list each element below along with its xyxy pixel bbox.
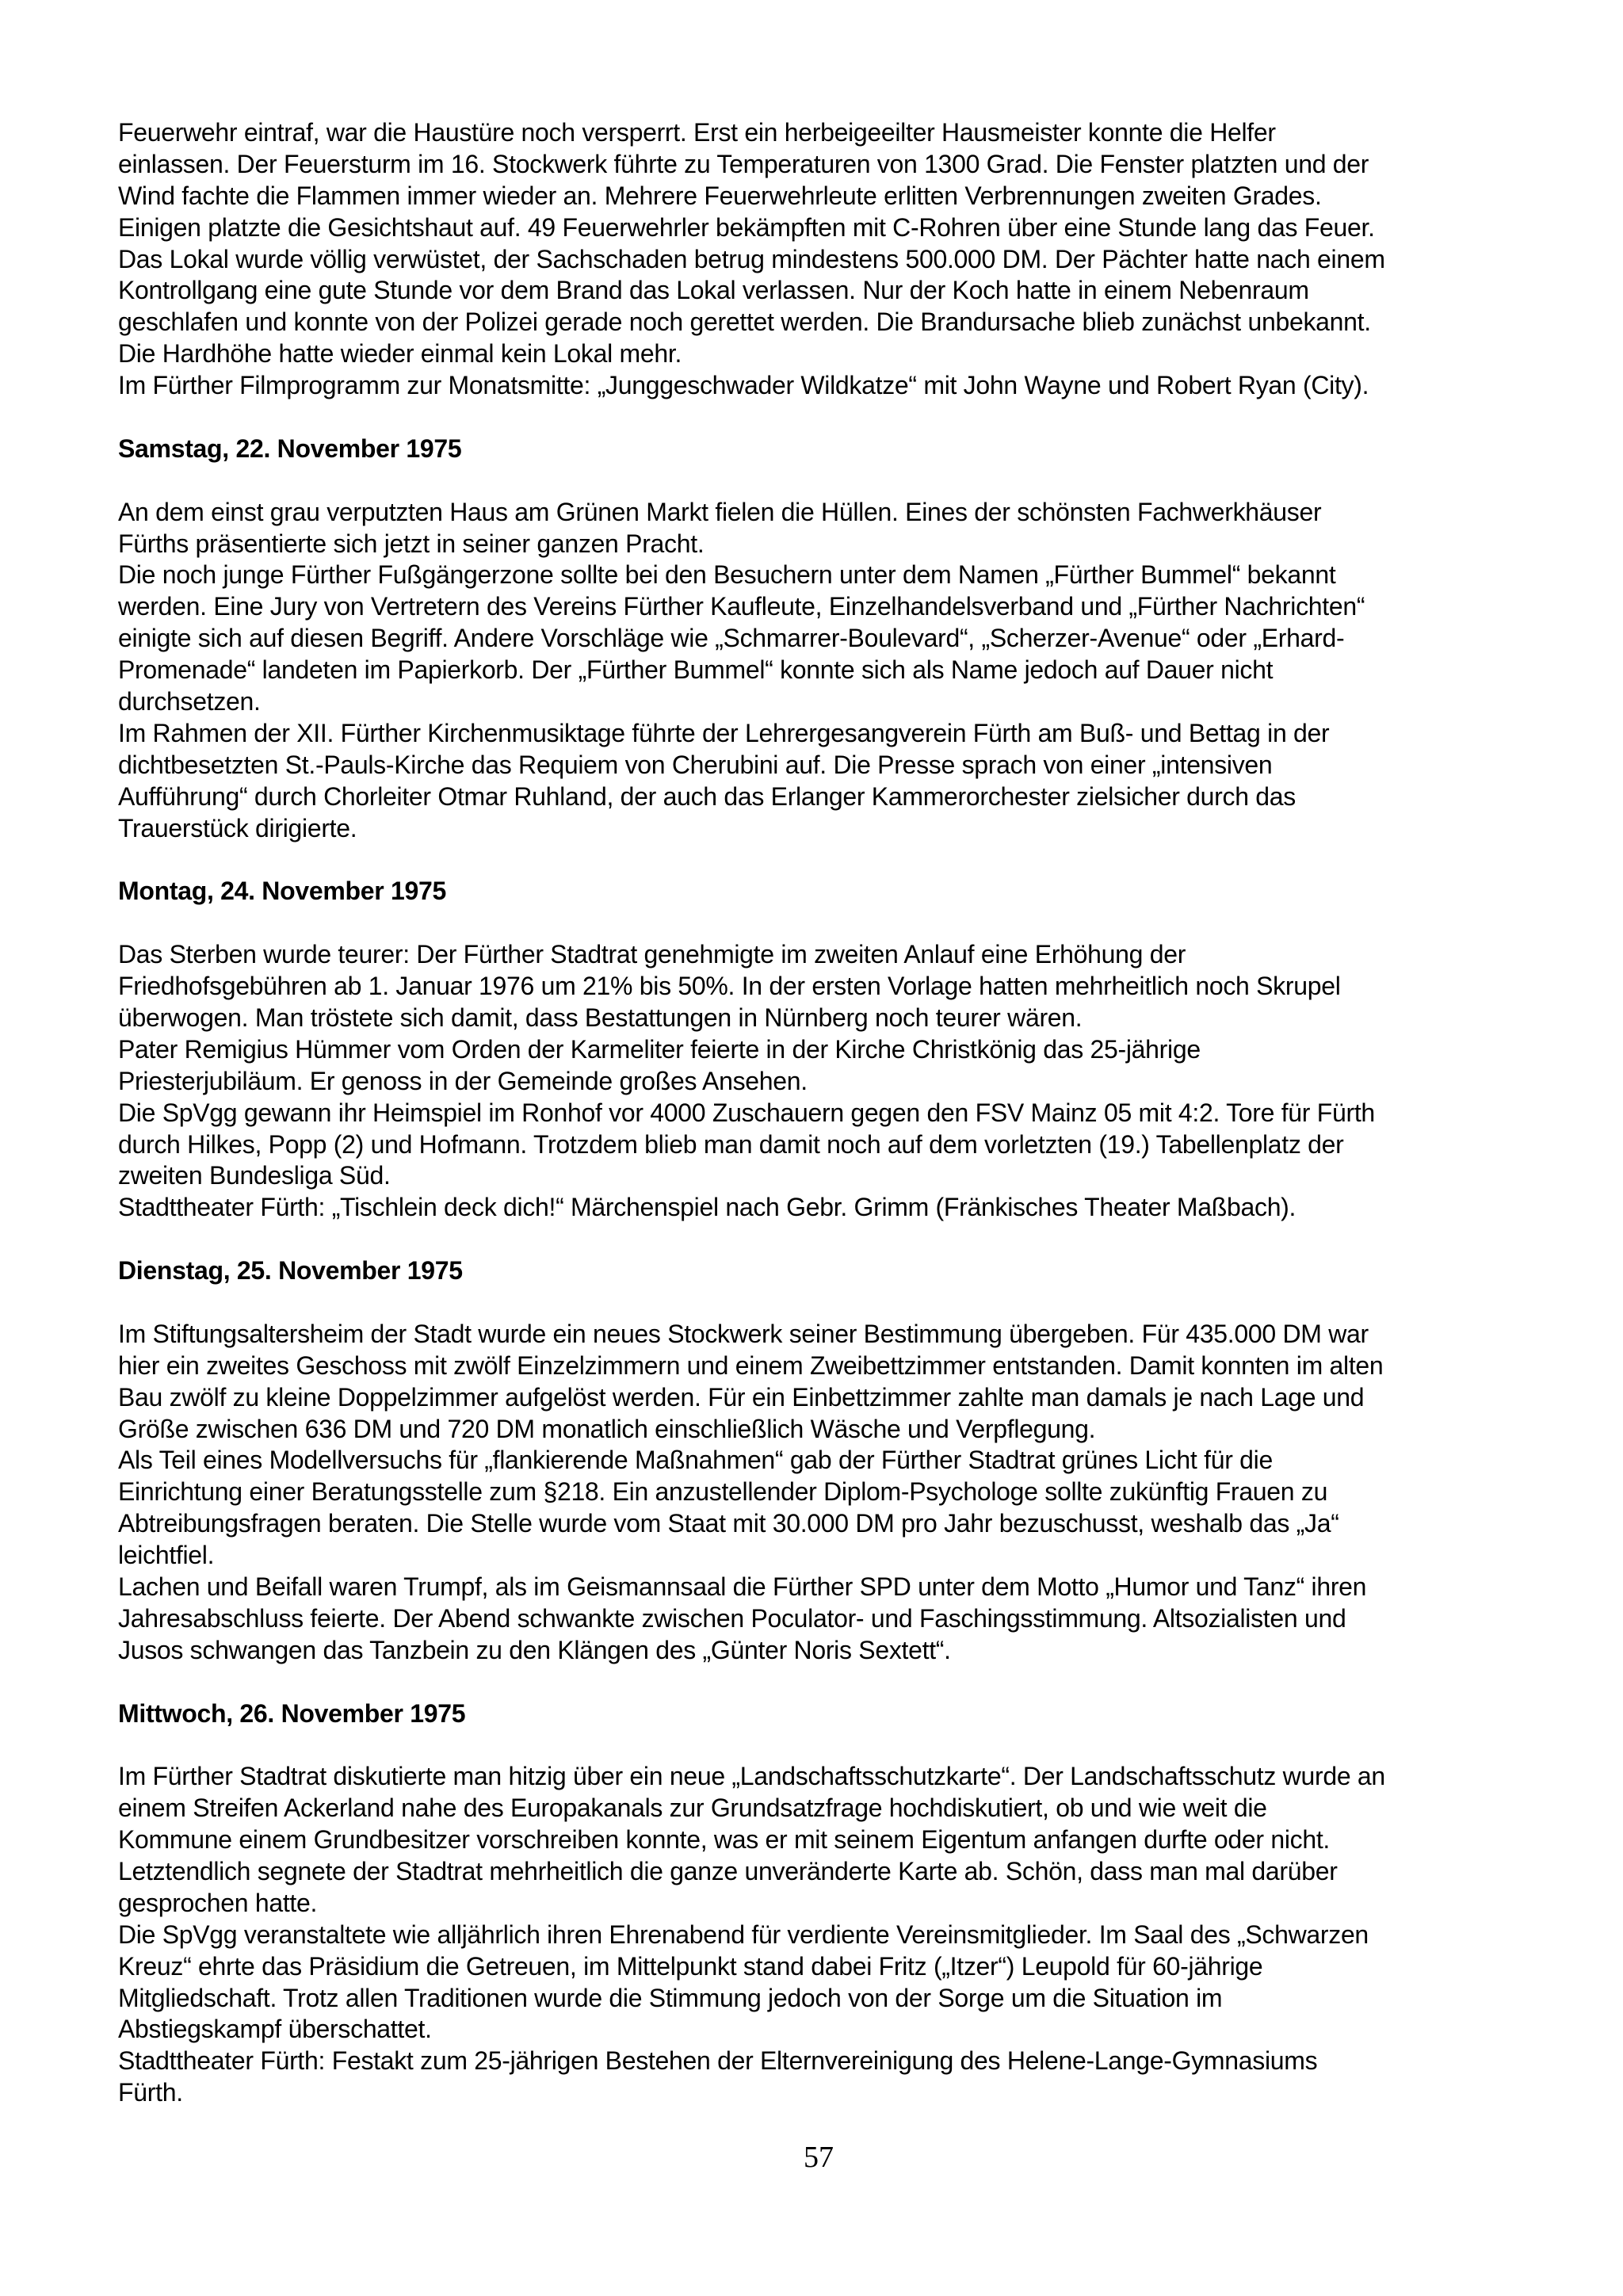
paragraph [118, 1319, 1545, 1667]
text-line: einlassen. Der Feuersturm im 16. Stockwerk führte zu Temperaturen von 1300 Grad. Die Fenster platzten und der [118, 149, 1369, 178]
blank-line [118, 907, 1545, 939]
text-line: Trauerstück dirigierte. [118, 813, 357, 842]
text-line: gesprochen hatte. [118, 1888, 318, 1917]
blank-line [118, 1667, 1545, 1698]
text-line: Stadttheater Fürth: „Tischlein deck dich!“ Märchenspiel nach Gebr. Grimm (Fränkisches Theater Maßbach). [118, 1193, 1296, 1222]
text-line: Als Teil eines Modellversuchs für „flankierende Maßnahmen“ gab der Fürther Stadtrat grünes Licht für die [118, 1446, 1273, 1475]
text-line: leichtfiel. [118, 1541, 215, 1570]
blank-line [118, 1287, 1545, 1319]
page-number: 57 [804, 2141, 834, 2174]
text-line: Größe zwischen 636 DM und 720 DM monatlich einschließlich Wäsche und Verpflegung. [118, 1414, 1096, 1443]
document-body [118, 117, 1545, 2109]
date-heading: Dienstag, 25. November 1975 [118, 1256, 463, 1286]
text-line: Kontrollgang eine gute Stunde vor dem Brand das Lokal verlassen. Nur der Koch hatte in einem Nebenraum [118, 276, 1309, 305]
text-line: zweiten Bundesliga Süd. [118, 1161, 391, 1190]
text-line: geschlafen und konnte von der Polizei gerade noch gerettet werden. Die Brandursache blieb zunächst unbekannt. [118, 308, 1371, 337]
text-line: hier ein zweites Geschoss mit zwölf Einzelzimmern und einem Zweibettzimmer entstanden. Damit konnten im alten [118, 1350, 1384, 1380]
text-line: Feuerwehr eintraf, war die Haustüre noch versperrt. Erst ein herbeigeeilter Hausmeister konnte die Helfer [118, 118, 1276, 147]
text-line: Die noch junge Fürther Fußgängerzone sollte bei den Besuchern unter dem Namen „Fürther Bummel“ bekannt [118, 560, 1336, 590]
text-line: Jahresabschluss feierte. Der Abend schwankte zwischen Poculator- und Faschingsstimmung. Altsozialisten und [118, 1603, 1346, 1633]
text-line: Pater Remigius Hümmer vom Orden der Karmeliter feierte in der Kirche Christkönig das 25-jährige [118, 1034, 1201, 1064]
text-line: dichtbesetzten St.-Pauls-Kirche das Requiem von Cherubini auf. Die Presse sprach von einer „intensiven [118, 750, 1273, 779]
blank-line [118, 402, 1545, 434]
text-line: Kreuz“ ehrte das Präsidium die Getreuen, im Mittelpunkt stand dabei Fritz („Itzer“) Leupold für 60-jährige [118, 1951, 1263, 1981]
text-line: Mitgliedschaft. Trotz allen Traditionen wurde die Stimmung jedoch von der Sorge um die Situation im [118, 1983, 1223, 2012]
text-line: Stadttheater Fürth: Festakt zum 25-jährigen Bestehen der Elternvereinigung des Helene-Lange-Gymnasiums [118, 2046, 1318, 2076]
text-line: Jusos schwangen das Tanzbein zu den Klängen des „Günter Noris Sextett“. [118, 1635, 951, 1664]
text-line: Die SpVgg gewann ihr Heimspiel im Ronhof vor 4000 Zuschauern gegen den FSV Mainz 05 mit 4:2. Tore für Fürth [118, 1098, 1375, 1127]
text-line: Im Stiftungsaltersheim der Stadt wurde ein neues Stockwerk seiner Bestimmung übergeben. Für 435.000 DM war [118, 1319, 1369, 1348]
blank-line [118, 465, 1545, 497]
text-line: einem Streifen Ackerland nahe des Europakanals zur Grundsatzfrage hochdiskutiert, ob und wie weit die [118, 1794, 1267, 1823]
text-line: Im Fürther Stadtrat diskutierte man hitzig über ein neue „Landschaftsschutzkarte“. Der Landschaftsschutz wurde an [118, 1762, 1385, 1791]
paragraph [118, 939, 1545, 1224]
text-line: einigte sich auf diesen Begriff. Andere Vorschläge wie „Schmarrer-Boulevard“, „Scherzer-Avenue“ oder „Erhard- [118, 624, 1345, 653]
text-line: Kommune einem Grundbesitzer vorschreiben konnte, was er mit seinem Eigentum anfangen durfte oder nicht. [118, 1825, 1331, 1855]
text-line: Einrichtung einer Beratungsstelle zum §218. Ein anzustellender Diplom-Psychologe sollte zukünftig Frauen zu [118, 1477, 1328, 1507]
text-line: Promenade“ landeten im Papierkorb. Der „Fürther Bummel“ konnte sich als Name jedoch auf Dauer nicht [118, 655, 1274, 685]
text-line: Abstiegskampf überschattet. [118, 2015, 432, 2044]
text-line: durch Hilkes, Popp (2) und Hofmann. Trotzdem blieb man damit noch auf dem vorletzten (19.) Tabellenplatz der [118, 1129, 1344, 1159]
text-line: Wind fachte die Flammen immer wieder an. Mehrere Feuerwehrleute erlitten Verbrennungen zweiten Grades. [118, 181, 1322, 210]
text-line: Abtreibungsfragen beraten. Die Stelle wurde vom Staat mit 30.000 DM pro Jahr bezuschusst, weshalb das „Ja“ [118, 1509, 1339, 1538]
blank-line [118, 844, 1545, 876]
text-line: Letztendlich segnete der Stadtrat mehrheitlich die ganze unveränderte Karte ab. Schön, dass man mal darüber [118, 1856, 1338, 1885]
text-line: Aufführung“ durch Chorleiter Otmar Ruhland, der auch das Erlanger Kammerorchester zielsicher durch das [118, 781, 1296, 811]
text-line: Fürths präsentierte sich jetzt in seiner ganzen Pracht. [118, 529, 705, 558]
text-line: Im Rahmen der XII. Fürther Kirchenmusiktage führte der Lehrergesangverein Fürth am Buß- und Bettag in der [118, 718, 1330, 747]
paragraph [118, 1761, 1545, 2109]
text-line: überwogen. Man tröstete sich damit, dass Bestattungen in Nürnberg noch teurer wären. [118, 1003, 1083, 1032]
text-line: Fürth. [118, 2078, 183, 2107]
text-line: Priesterjubiläum. Er genoss in der Gemeinde großes Ansehen. [118, 1066, 808, 1095]
blank-line [118, 1729, 1545, 1761]
text-line: Das Lokal wurde völlig verwüstet, der Sachschaden betrug mindestens 500.000 DM. Der Pächter hatte nach einem [118, 244, 1385, 273]
text-line: Friedhofsgebühren ab 1. Januar 1976 um 21% bis 50%. In der ersten Vorlage hatten mehrheitlich noch Skrupel [118, 972, 1341, 1001]
text-line: werden. Eine Jury von Vertretern des Vereins Fürther Kaufleute, Einzelhandelsverband und „Fürther Nachrichten“ [118, 592, 1365, 621]
date-heading: Mittwoch, 26. November 1975 [118, 1698, 466, 1728]
text-line: Die Hardhöhe hatte wieder einmal kein Lokal mehr. [118, 339, 682, 369]
text-line: An dem einst grau verputzten Haus am Grünen Markt fielen die Hüllen. Eines der schönsten Fachwerkhäuser [118, 497, 1322, 526]
blank-line [118, 1224, 1545, 1255]
date-heading: Montag, 24. November 1975 [118, 877, 446, 906]
paragraph [118, 497, 1545, 845]
text-line: Lachen und Beifall waren Trumpf, als im Geismannsaal die Fürther SPD unter dem Motto „Humor und Tanz“ ihren [118, 1572, 1367, 1601]
text-line: durchsetzen. [118, 687, 261, 716]
text-line: Die SpVgg veranstaltete wie alljährlich ihren Ehrenabend für verdiente Vereinsmitglieder. Im Saal des „Schwarzen [118, 1920, 1369, 1949]
text-line: Bau zwölf zu kleine Doppelzimmer aufgelöst werden. Für ein Einbettzimmer zahlte man damals je nach Lage und [118, 1382, 1365, 1412]
text-line: Einigen platzte die Gesichtshaut auf. 49 Feuerwehrler bekämpften mit C-Rohren über eine Stunde lang das Feuer. [118, 212, 1375, 242]
text-line: Das Sterben wurde teurer: Der Fürther Stadtrat genehmigte im zweiten Anlauf eine Erhöhung der [118, 940, 1186, 969]
paragraph [118, 117, 1545, 402]
text-line: Im Fürther Filmprogramm zur Monatsmitte: „Junggeschwader Wildkatze“ mit John Wayne und Robert Ryan (City). [118, 371, 1369, 400]
date-heading: Samstag, 22. November 1975 [118, 434, 462, 463]
